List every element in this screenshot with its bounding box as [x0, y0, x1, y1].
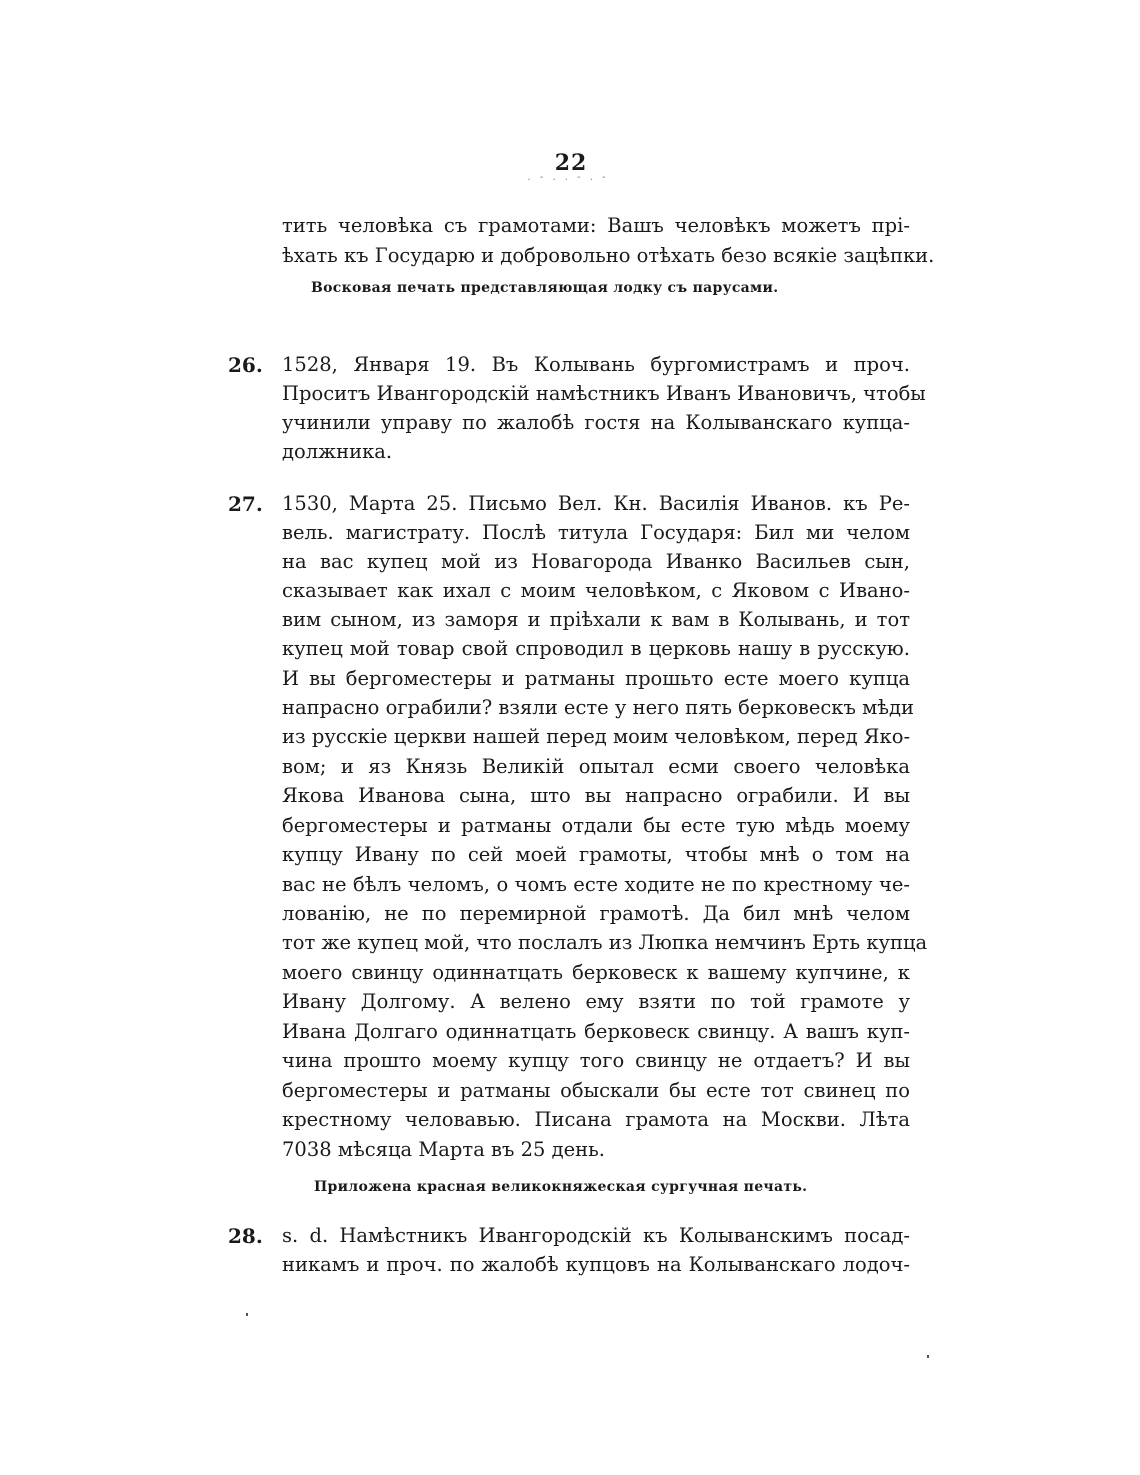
entry-27-line-20: чина прошто моему купцу того свинцу не отдаетъ? И вы: [282, 1049, 910, 1072]
continuation-note: Восковая печать представляющая лодку съ парусами.: [311, 280, 779, 296]
entry-27-line-5: вим сыном, из заморя и пріѣхали к вам в Колывань, и тот: [282, 608, 910, 631]
entry-27-line-13: купцу Ивану по сей моей грамоты, чтобы мнѣ о том на: [282, 843, 910, 866]
entry-27-line-18: Ивану Долгому. А велено ему взяти по той грамоте у: [282, 990, 910, 1013]
entry-27-line-14: вас не бѣлъ челомъ, о чомъ есте ходите не по крестному че-: [282, 873, 910, 896]
entry-27-line-17: моего свинцу одиннатцать берковеск к вашему купчине, к: [282, 961, 910, 984]
entry-26-line-2: Проситъ Ивангородскій намѣстникъ Иванъ Ивановичъ, чтобы: [282, 382, 926, 405]
entry-27-line-4: сказывает как ихал с моим человѣком, с Яковом с Ивано-: [282, 579, 910, 602]
entry-26-line-1: 1528, Января 19. Въ Колывань бургомистрамъ и проч.: [282, 353, 910, 376]
scan-speck: [927, 1355, 929, 1358]
scan-speck: [246, 1313, 248, 1316]
entry-27-line-16: тот же купец мой, что послалъ из Люпка немчинъ Ерть купца: [282, 931, 928, 954]
entry-27-line-23: 7038 мѣсяца Марта въ 25 день.: [282, 1138, 605, 1161]
entry-27-line-3: на вас купец мой из Новагорода Иванко Васильев сын,: [282, 550, 910, 573]
entry-27-number: 27.: [228, 492, 263, 516]
entry-27-line-11: Якова Иванова сына, што вы напрасно ограбили. И вы: [282, 784, 910, 807]
entry-28-line-1: s. d. Намѣстникъ Ивангородскій къ Колыванскимъ посад-: [282, 1224, 910, 1247]
entry-27-line-1: 1530, Марта 25. Письмо Вел. Кн. Василія Иванов. къ Ре-: [282, 492, 910, 515]
entry-27-line-6: купец мой товар свой спроводил в церковь нашу в русскую.: [282, 637, 910, 660]
page-number-rule: . - . . - . -: [527, 172, 609, 183]
continuation-line-2: ѣхать къ Государю и добровольно отѣхать безо всякіе зацѣпки.: [282, 244, 935, 267]
entry-26-line-3: учинили управу по жалобѣ гостя на Колыванскаго купца-: [282, 411, 910, 434]
entry-27-line-15: лованію, не по перемирной грамотѣ. Да бил мнѣ челом: [282, 902, 910, 925]
entry-27-line-22: крестному человавью. Писана грамота на Москви. Лѣта: [282, 1108, 910, 1131]
entry-28-line-2: никамъ и проч. по жалобѣ купцовъ на Колыванскаго лодоч-: [282, 1253, 910, 1276]
continuation-line-1: тить человѣка съ грамотами: Вашъ человѣкъ можетъ прі-: [282, 214, 910, 237]
entry-27-line-21: бергоместеры и ратманы обыскали бы есте тот свинец по: [282, 1079, 910, 1102]
entry-27-line-10: вом; и яз Князь Великій опытал есми своего человѣка: [282, 755, 910, 778]
entry-27-note: Приложена красная великокняжеская сургучная печать.: [314, 1179, 808, 1195]
entry-27-line-8: напрасно ограбили? взяли есте у него пять берковескъ мѣди: [282, 696, 915, 719]
entry-27-line-2: вель. магистрату. Послѣ титула Государя: Бил ми челом: [282, 521, 910, 544]
entry-27-line-7: И вы бергоместеры и ратманы прошьто есте моего купца: [282, 667, 910, 690]
entry-27-line-9: из русскіе церкви нашей перед моим человѣком, перед Яко-: [282, 725, 911, 748]
entry-28-number: 28.: [228, 1224, 263, 1248]
entry-26-number: 26.: [228, 353, 263, 377]
entry-27-line-12: бергоместеры и ратманы отдали бы есте тую мѣдь моему: [282, 814, 910, 837]
page-number: 22: [554, 150, 588, 176]
entry-26-line-4: должника.: [282, 440, 393, 463]
entry-27-line-19: Ивана Долгаго одиннатцать берковеск свинцу. А вашъ куп-: [282, 1020, 910, 1043]
